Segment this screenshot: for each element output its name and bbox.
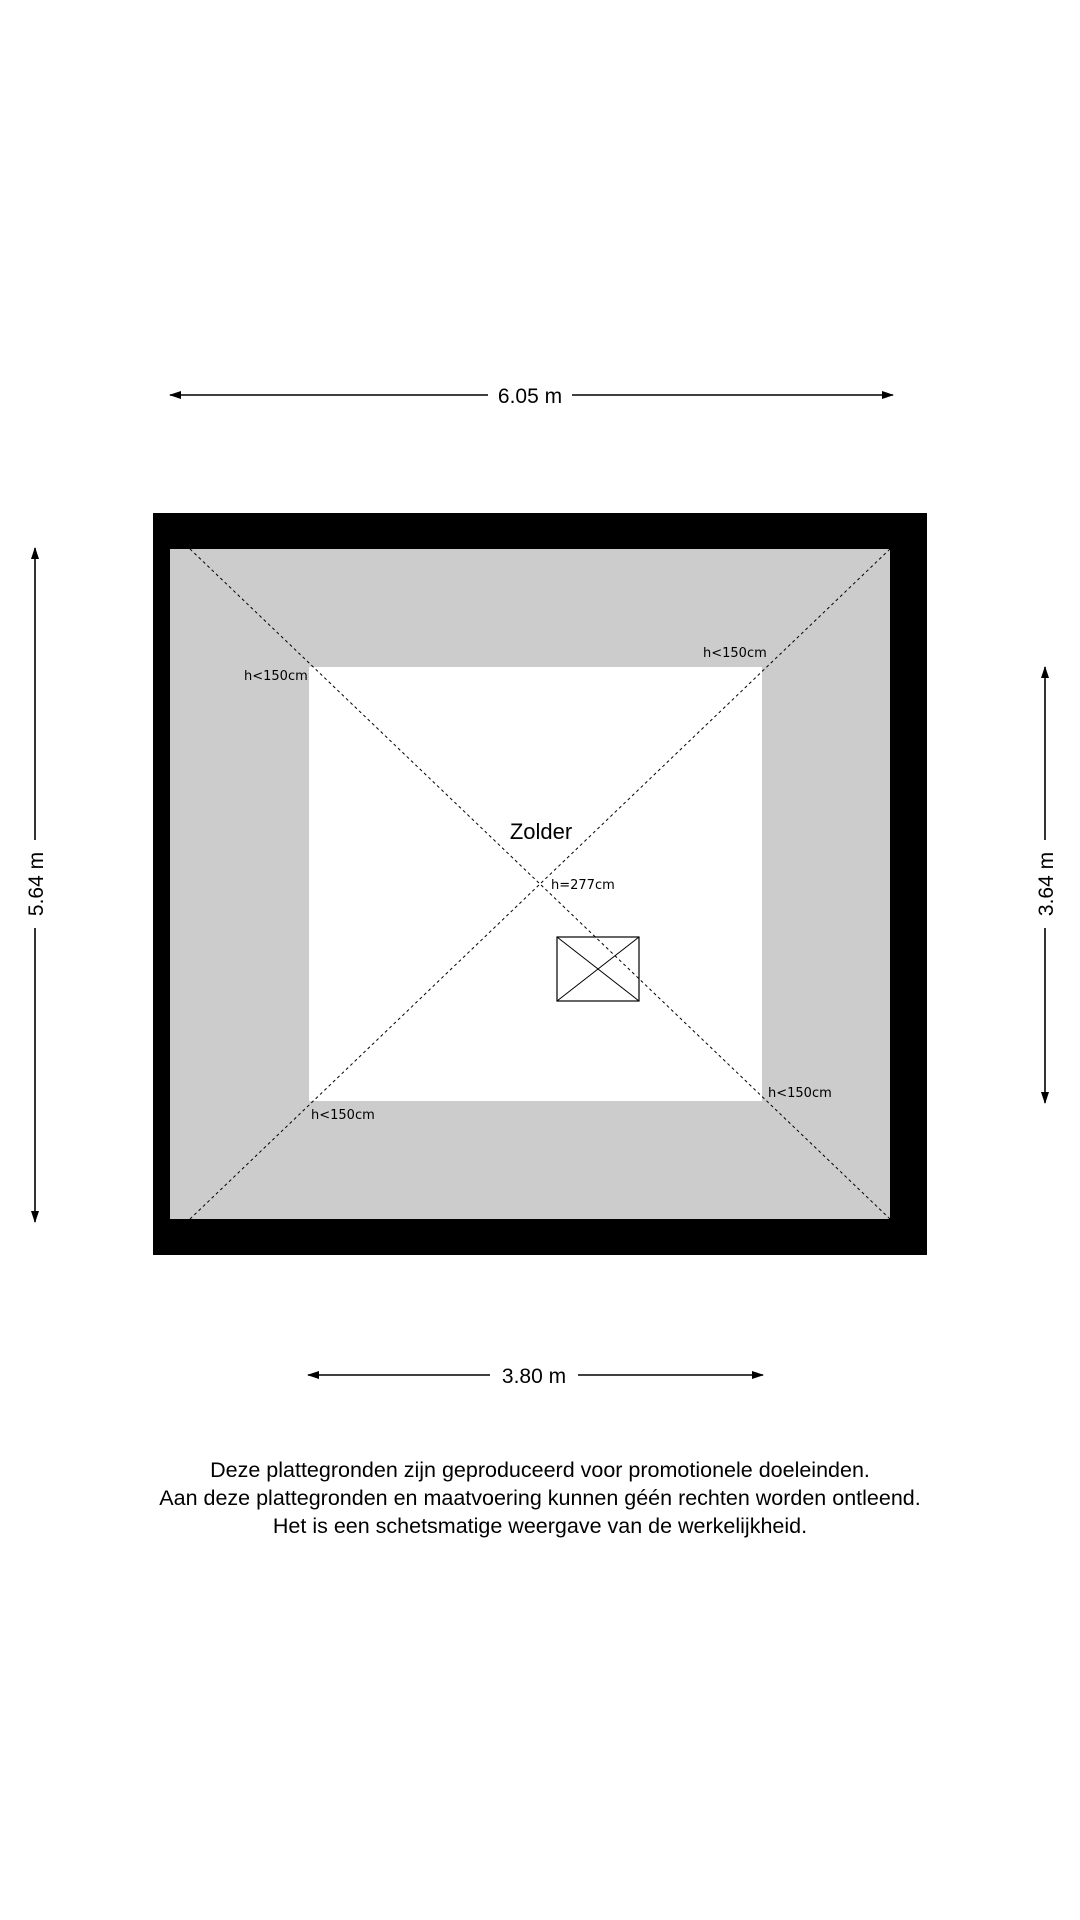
dimension-top-width — [170, 385, 893, 408]
dimension-top-width-label: 6.05 m — [497, 385, 563, 408]
height-label-bottom-left: h<150cm — [311, 1108, 375, 1123]
height-label-top-right: h<150cm — [703, 646, 767, 661]
dimension-right-height-label: 3.64 m — [1035, 851, 1058, 917]
height-label-center: h=277cm — [551, 878, 615, 893]
dimension-right-height — [1035, 667, 1058, 1103]
dimension-bottom-width-label: 3.80 m — [501, 1365, 567, 1388]
disclaimer-line: Het is een schetsmatige weergave van de werkelijkheid. — [272, 1514, 808, 1538]
room-label: Zolder — [509, 819, 573, 844]
disclaimer — [0, 1456, 1080, 1540]
height-label-bottom-right: h<150cm — [768, 1086, 832, 1101]
dimension-left-height-label: 5.64 m — [25, 851, 48, 917]
dimension-left-height — [25, 548, 48, 1222]
disclaimer-line: Deze plattegronden zijn geproduceerd voor promotionele doeleinden. — [210, 1458, 870, 1482]
disclaimer-line: Aan deze plattegronden en maatvoering kunnen géén rechten worden ontleend. — [159, 1486, 921, 1510]
height-label-top-left: h<150cm — [244, 669, 308, 684]
full-height-area — [309, 667, 762, 1101]
dimension-bottom-width — [308, 1365, 763, 1388]
